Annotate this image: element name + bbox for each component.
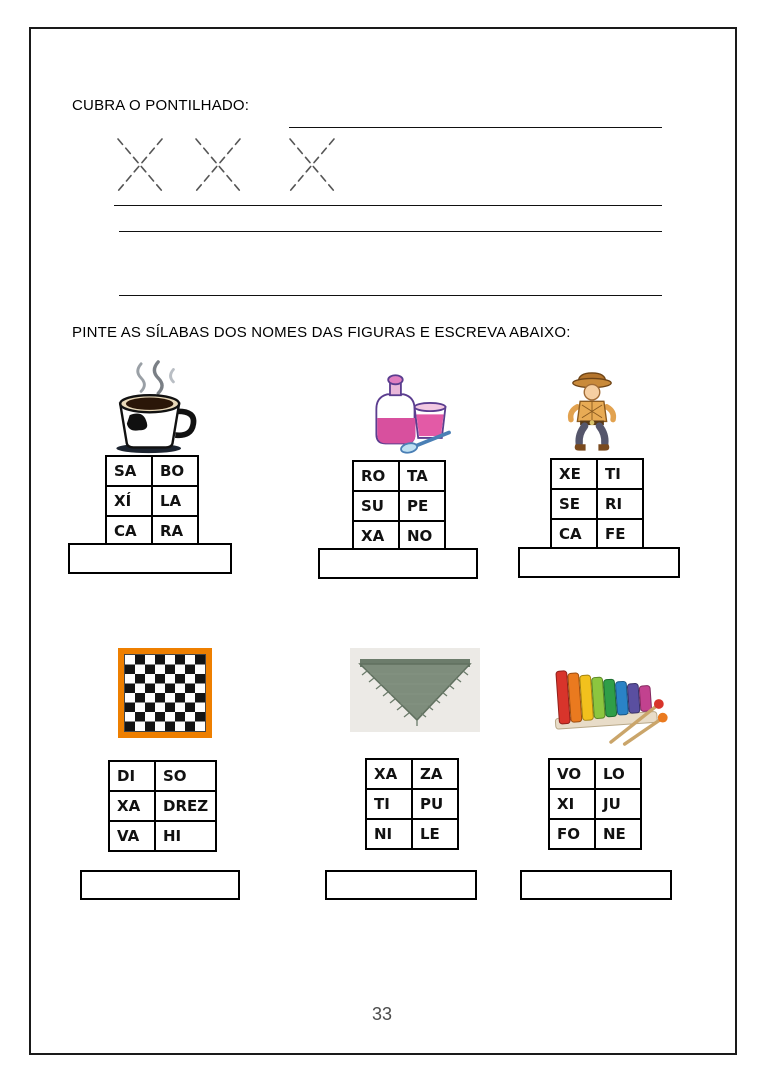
syllable-table-xarope [352,460,446,552]
syrup-bottle-image [360,370,460,460]
syllable-cell[interactable]: XI [549,789,595,819]
answer-box-xilofone[interactable] [520,870,672,900]
syllable-cell[interactable]: NO [399,521,445,551]
syllable-cell[interactable]: XE [551,459,597,489]
syllable-cell[interactable]: TI [366,789,412,819]
sheriff-image [560,365,624,460]
syllable-table-xilofone [548,758,642,850]
syllable-cell[interactable]: LO [595,759,641,789]
writing-line [119,295,662,296]
syllable-cell[interactable]: LA [152,486,198,516]
syllable-cell[interactable]: TA [399,461,445,491]
syllable-cell[interactable]: PU [412,789,458,819]
syllable-cell[interactable]: FE [597,519,643,549]
syllable-cell[interactable]: FO [549,819,595,849]
writing-line [114,205,662,206]
syllable-cell[interactable]: LE [412,819,458,849]
writing-line [119,231,662,232]
syllable-cell[interactable]: PE [399,491,445,521]
syllable-cell[interactable]: VA [109,821,155,851]
syllable-table-xerife [550,458,644,550]
syllable-cell[interactable]: NE [595,819,641,849]
syllable-cell[interactable]: RA [152,516,198,546]
coffee-cup-image [95,360,210,460]
syllable-cell[interactable]: SA [106,456,152,486]
syllable-cell[interactable]: JU [595,789,641,819]
syllable-cell[interactable]: NI [366,819,412,849]
syllable-cell[interactable]: XÍ [106,486,152,516]
answer-box-xarope[interactable] [318,548,478,579]
syllable-cell[interactable]: RI [597,489,643,519]
syllable-cell[interactable]: XA [353,521,399,551]
syllable-cell[interactable]: SU [353,491,399,521]
syllable-cell[interactable]: TI [597,459,643,489]
syllable-cell[interactable]: DI [109,761,155,791]
syllable-cell[interactable]: SE [551,489,597,519]
syllable-cell[interactable]: CA [106,516,152,546]
syllable-cell[interactable]: XA [366,759,412,789]
answer-box-xadrez[interactable] [80,870,240,900]
syllable-table-xadrez [108,760,217,852]
syllable-cell[interactable]: XA [109,791,155,821]
answer-box-xale[interactable] [325,870,477,900]
syllable-cell[interactable]: HI [155,821,216,851]
shawl-image [350,648,480,737]
answer-box-xicara[interactable] [68,543,232,574]
trace-section-title: CUBRA O PONTILHADO: [72,97,250,114]
writing-line [289,127,662,128]
syllable-table-xale [365,758,459,850]
syllable-cell[interactable]: CA [551,519,597,549]
answer-box-xerife[interactable] [518,547,680,578]
syllable-cell[interactable]: ZA [412,759,458,789]
syllable-cell[interactable]: BO [152,456,198,486]
dotted-x-letters [110,136,360,194]
syllable-cell[interactable]: SO [155,761,216,791]
syllables-section-title: PINTE AS SÍLABAS DOS NOMES DAS FIGURAS E ESCREVA ABAIXO: [72,324,571,341]
syllable-table-xicara [105,455,199,547]
chessboard-image [118,648,212,738]
xylophone-image [550,660,668,751]
syllable-cell[interactable]: RO [353,461,399,491]
syllable-cell[interactable]: DREZ [155,791,216,821]
page-number: 33 [371,1004,393,1024]
syllable-cell[interactable]: VO [549,759,595,789]
